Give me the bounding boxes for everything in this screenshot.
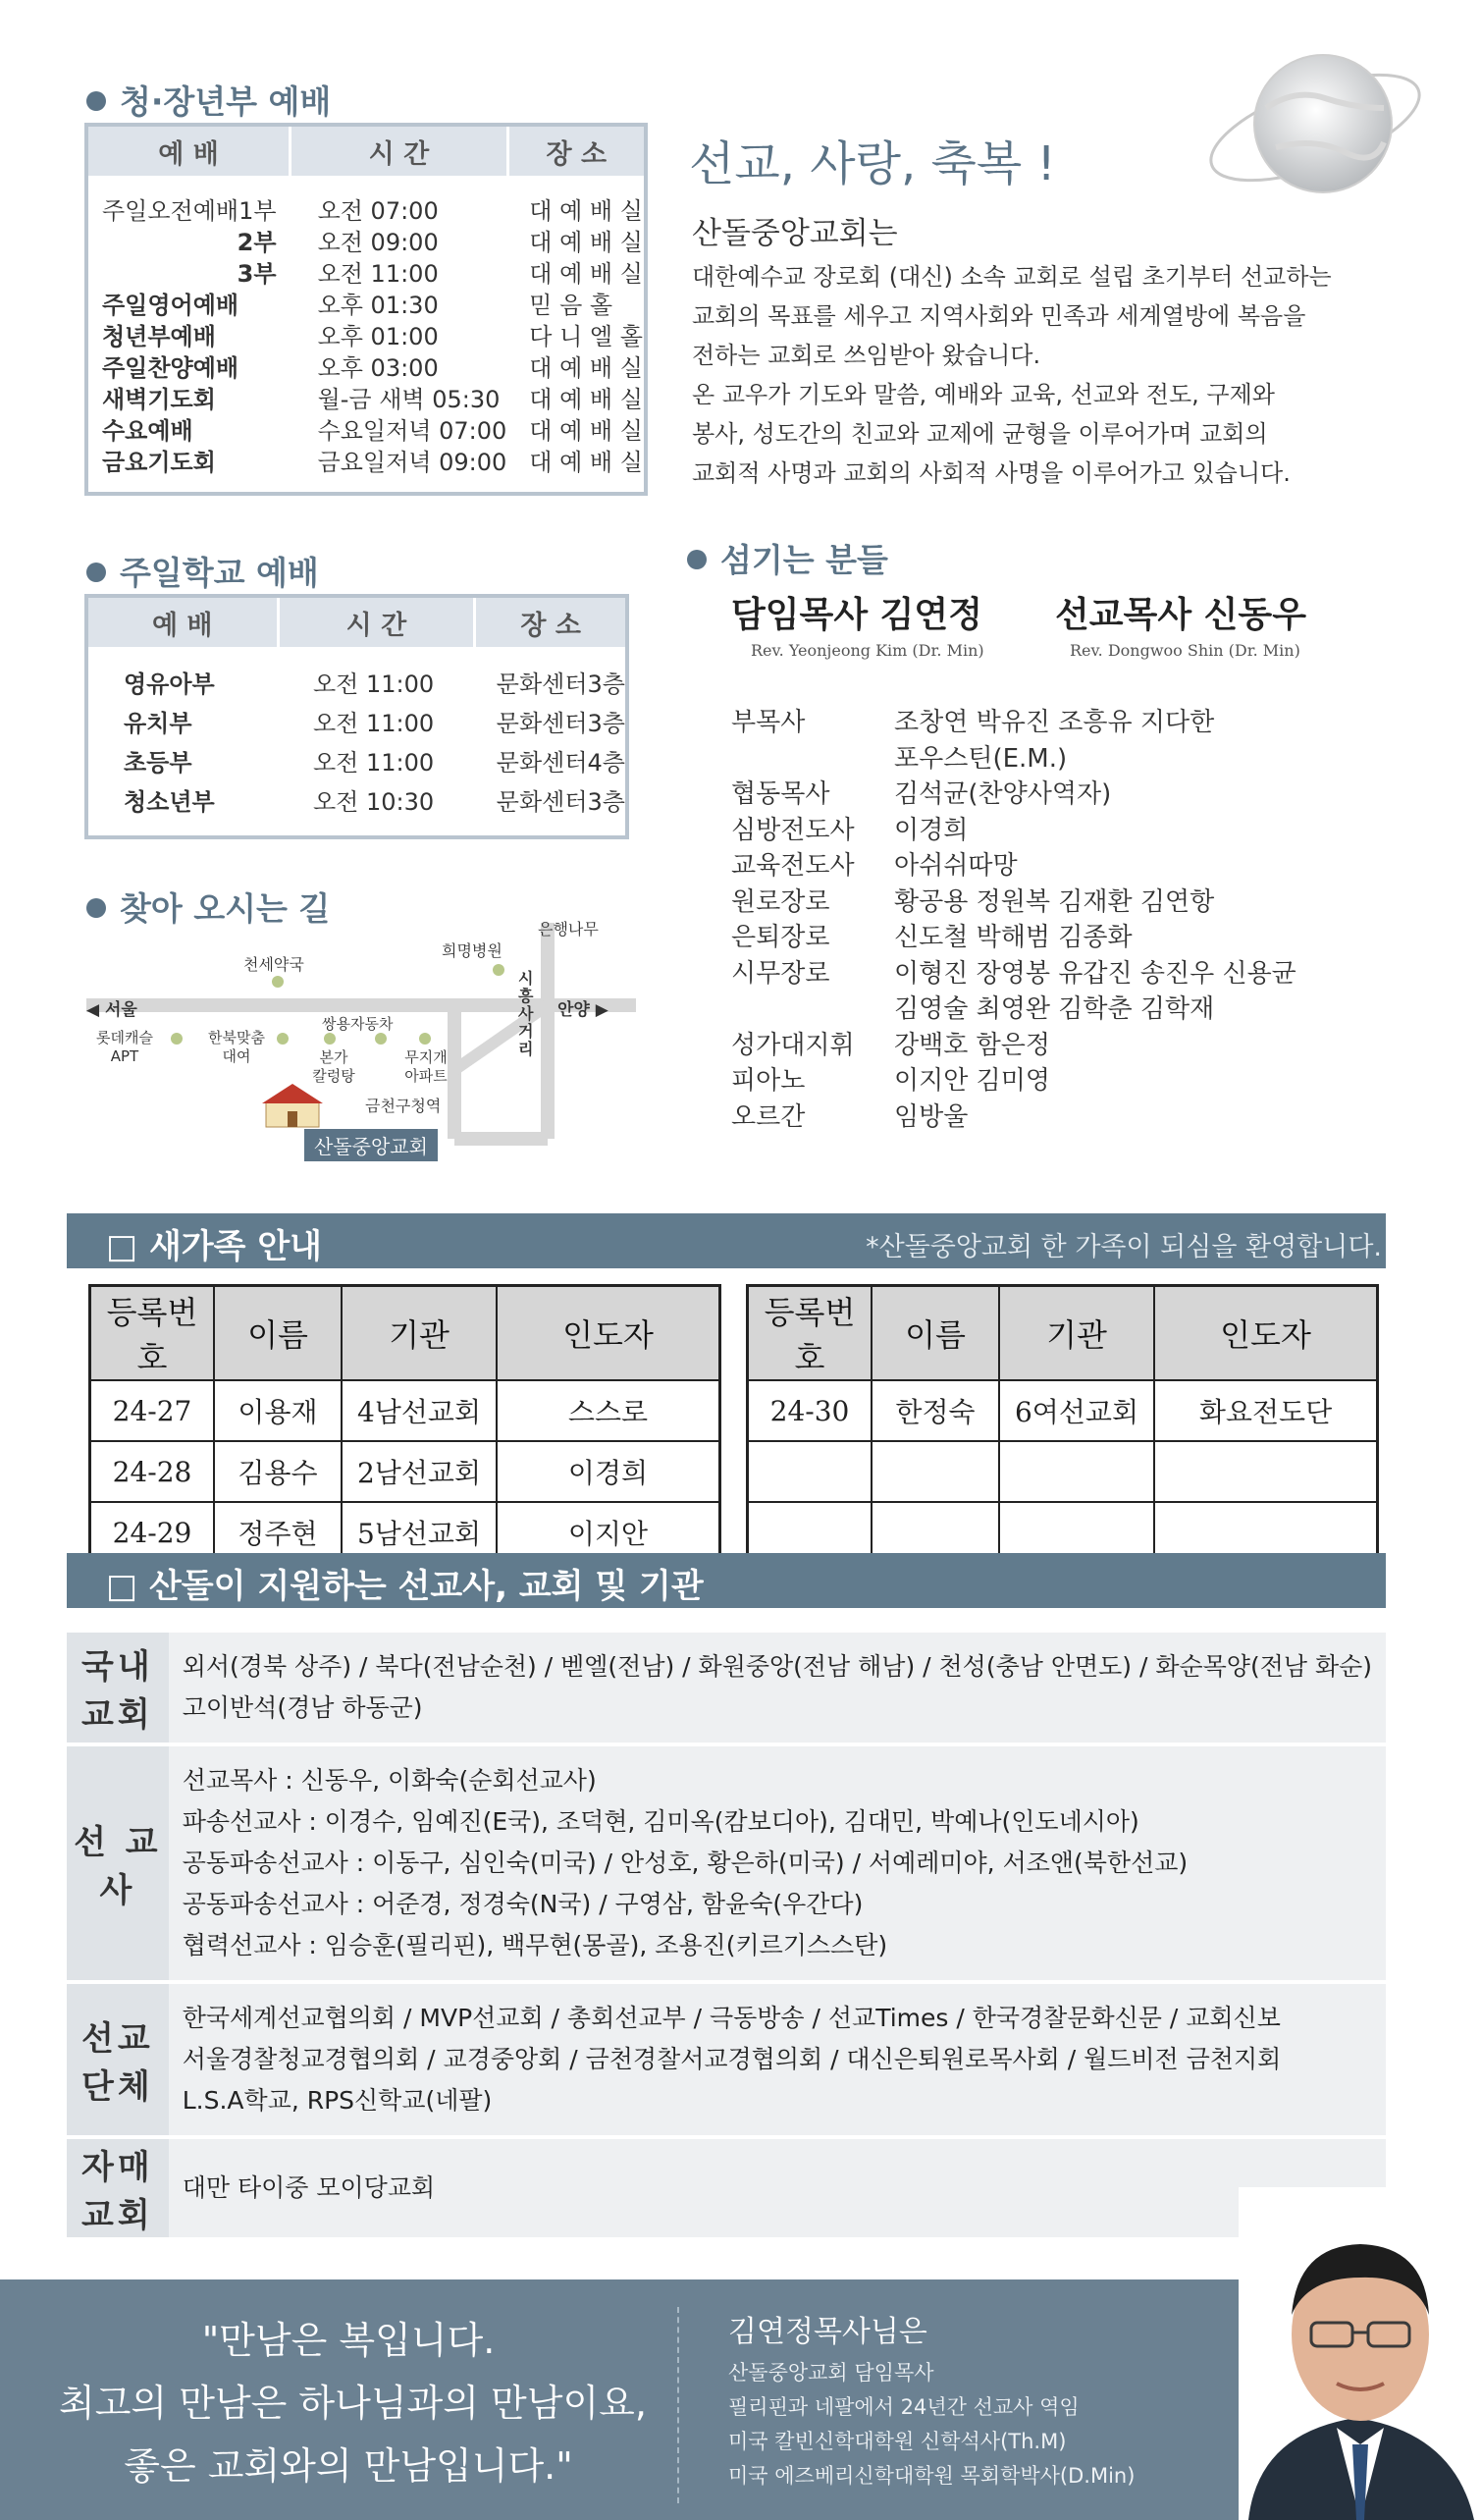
table-row: 24-30 한정숙 6여선교회 화요전도단 — [748, 1380, 1378, 1441]
table-row: 24-27 이용재 4남선교회 스스로 — [90, 1380, 720, 1441]
school-names: 영유아부 유치부 초등부 청소년부 — [124, 670, 215, 816]
support-label: 선 교 사 — [67, 1744, 169, 1982]
bullet-icon — [86, 91, 106, 111]
support-table — [67, 1633, 1386, 2241]
col-header: 인도자 — [497, 1286, 720, 1381]
youth-worship-title: 청·장년부 예배 — [86, 77, 331, 123]
col-header: 등록번호 — [748, 1286, 873, 1381]
senior-pastor-en: Rev. Yeonjeong Kim (Dr. Min) — [751, 641, 984, 660]
new-family-title: □ 새가족 안내 — [106, 1227, 323, 1266]
footer-quote: "만남은 복입니다. 최고의 만남은 하나님과의 만남이요, 좋은 교회와의 만남입니다." — [59, 2319, 647, 2488]
map-label-intersection: 시흥사거리 — [518, 969, 534, 1058]
map-label-ssangyong: 쌍용자동차 — [322, 1015, 394, 1033]
intro-church-name: 산돌중앙교회는 — [692, 216, 898, 251]
map-roads — [86, 923, 646, 1207]
table-row: 24-29 정주현 5남선교회 이지안 — [90, 1502, 720, 1564]
staff-row: 성가대지휘 강백호 함은정 — [731, 1030, 1050, 1060]
pastor-portrait — [1239, 2187, 1481, 2520]
school-times: 오전 11:00 오전 11:00 오전 11:00 오전 10:30 — [313, 670, 435, 816]
location-map — [86, 920, 646, 1207]
table-row — [67, 1982, 1386, 2137]
support-value: 외서(경북 상주) / 북다(전남순천) / 벧엘(전남) / 화원중앙(전남 해남) / 천성(충남 안면도) / 화순목양(전남 화순) 고이반석(경남 하동군) — [169, 1633, 1386, 1744]
support-value: 대만 타이중 모이당교회 — [169, 2137, 1386, 2239]
intro-text: 대한예수교 장로회 (대신) 소속 교회로 설립 초기부터 선교하는 교회의 목표를 세우고 지역사회와 민족과 세계열방에 복음을 전하는 교회로 쓰임받아 왔습니다. 온 교우가 기도와 말씀, 예배와 교육, 선교와 전도, 구제와 봉사, 성도간의 친교와 교제에 균형을 이루어가며 교회의 교회적 사명과 교회의 사회적 사명을 이루어가고 있습니다. — [692, 263, 1332, 487]
staff-row: 심방전도사 이경희 — [731, 815, 969, 845]
footer-pastor-title: 김연정목사님은 — [728, 2315, 927, 2349]
map-label-hanbuk: 한북맞춤 대여 — [208, 1029, 265, 1065]
map-label-pharmacy: 천세약국 — [243, 955, 304, 974]
worship-times: 오전 07:00 오전 09:00 오전 11:00 오후 01:30 오후 01:00 오후 03:00 월-금 새벽 05:30 수요일저녁 07:00 금요일저녁 09:00 — [317, 197, 507, 476]
mission-pastor-en: Rev. Dongwoo Shin (Dr. Min) — [1070, 641, 1300, 660]
map-label-lotte: 롯데캐슬 APT — [96, 1029, 153, 1065]
intro-headline: 선교, 사랑, 축복 ! — [689, 136, 1056, 191]
sunday-school-title: 주일학교 예배 — [86, 548, 319, 594]
footer-bio: 산돌중앙교회 담임목사 필리핀과 네팔에서 24년간 선교사 역임 미국 칼빈신학대학원 신학석사(Th.M) 미국 에즈베리신학대학원 목회학박사(D.Min) — [728, 2361, 1136, 2488]
col-header: 장 소 — [507, 125, 646, 176]
support-label: 선교단체 — [67, 1982, 169, 2137]
new-family-banner — [67, 1213, 1386, 1268]
col-header: 이름 — [872, 1286, 999, 1381]
staff-row: 피아노 이지안 김미영 — [731, 1066, 1050, 1096]
staff-list — [731, 705, 1296, 1135]
footer-divider — [677, 2307, 679, 2503]
youth-worship-table — [84, 123, 648, 496]
col-header: 예 배 — [86, 125, 291, 176]
col-header: 시 간 — [291, 125, 508, 176]
col-header: 기관 — [999, 1286, 1154, 1381]
map-label-tree: 은행나무 — [538, 920, 599, 938]
bullet-icon — [687, 550, 707, 569]
map-label-office: 금천구청역 — [365, 1097, 442, 1115]
sunday-school-table — [84, 594, 629, 839]
mission-pastor: 선교목사 신동우 — [1055, 595, 1306, 635]
col-header: 등록번호 — [90, 1286, 215, 1381]
col-header: 기관 — [342, 1286, 497, 1381]
new-family-table-right — [746, 1284, 1379, 1565]
staff-row: 부목사 조창연 박유진 조흥유 지다한 — [731, 708, 1215, 737]
bullet-icon — [86, 898, 106, 918]
globe-icon — [1197, 29, 1433, 226]
map-label-church: 산돌중앙교회 — [304, 1129, 438, 1161]
worship-names: 주일오전예배1부 2부 3부 주일영어예배 청년부예배 주일찬양예배 새벽기도회 수요예배 금요기도회 — [102, 197, 277, 476]
staff-row: 포우스틴(E.M.) — [894, 743, 1068, 774]
table-row — [748, 1441, 1378, 1502]
support-value: 한국세계선교협의회 / MVP선교회 / 총회선교부 / 극동방송 / 선교Times / 한국경찰문화신문 / 교회신보 서울경찰청교경협의회 / 교경중앙회 / 금천경찰서교경협의회 / 대신은퇴원로목사회 / 월드비전 금천지회 L.S.A학교, RPS신학교(네팔) — [169, 1982, 1386, 2137]
col-header: 이름 — [214, 1286, 342, 1381]
support-banner — [67, 1553, 1386, 1608]
staff-row: 원로장로 황공용 정원복 김재환 김연항 — [731, 886, 1215, 917]
new-family-table-left — [88, 1284, 721, 1565]
support-title: □ 산돌이 지원하는 선교사, 교회 및 기관 — [106, 1567, 704, 1606]
school-places: 문화센터3층 문화센터3층 문화센터4층 문화센터3층 — [496, 670, 625, 816]
table-row — [67, 2137, 1386, 2239]
support-value: 선교목사 : 신동우, 이화숙(순회선교사) 파송선교사 : 이경수, 임예진(E국), 조덕현, 김미옥(캄보디아), 김대민, 박예나(인도네시아) 공동파송선교사 : 이동구, 심인숙(미국) / 안성호, 황은하(미국) / 서예레미야, 서조앤(북한선교) 공동파송선교사 : 어준경, 정경숙(N국) / 구영삼, 함윤숙(우간다) 협력선교사 : 임승훈(필리핀), 백무현(몽골), 조용진(키르기스스탄) — [169, 1744, 1386, 1982]
staff-row: 김영술 최영완 김학춘 김학재 — [894, 994, 1215, 1024]
staff-row: 시무장로 이형진 장영봉 유갑진 송진우 신용균 — [731, 958, 1296, 989]
staff-row: 교육전도사 아쉬쉬따망 — [731, 851, 1018, 881]
map-label-seoul: ◀ 서울 — [86, 1000, 137, 1020]
support-label: 자매교회 — [67, 2137, 169, 2239]
col-header: 장 소 — [475, 596, 627, 647]
staff-row: 오르간 임방울 — [731, 1101, 969, 1132]
table-row — [67, 1633, 1386, 1744]
senior-pastor: 담임목사 김연정 — [731, 595, 982, 635]
worship-places: 대 예 배 실 대 예 배 실 대 예 배 실 믿 음 홀 다 니 엘 홀 대 예 배 실 대 예 배 실 대 예 배 실 대 예 배 실 — [529, 197, 643, 476]
new-family-welcome: *산돌중앙교회 한 가족이 되심을 환영합니다. — [866, 1232, 1382, 1262]
bullet-icon — [86, 563, 106, 582]
table-row: 24-28 김용수 2남선교회 이경희 — [90, 1441, 720, 1502]
col-header: 시 간 — [278, 596, 475, 647]
map-label-bonga: 본가 칼렁탕 — [312, 1048, 355, 1085]
map-label-mujigae: 무지개 아파트 — [404, 1048, 448, 1085]
directions-title: 찾아 오시는 길 — [86, 884, 330, 930]
table-row — [67, 1744, 1386, 1982]
staff-row: 협동목사 김석균(찬양사역자) — [731, 779, 1112, 809]
support-label: 국내교회 — [67, 1633, 169, 1744]
staff-row: 은퇴장로 신도철 박해범 김종화 — [731, 923, 1133, 952]
map-label-anyang: 안양 ▶ — [557, 1000, 608, 1020]
servants-title: 섬기는 분들 — [687, 535, 888, 581]
col-header: 인도자 — [1154, 1286, 1378, 1381]
church-building-icon — [258, 1082, 327, 1131]
map-label-hospital: 희명병원 — [442, 941, 502, 960]
col-header: 예 배 — [86, 596, 278, 647]
